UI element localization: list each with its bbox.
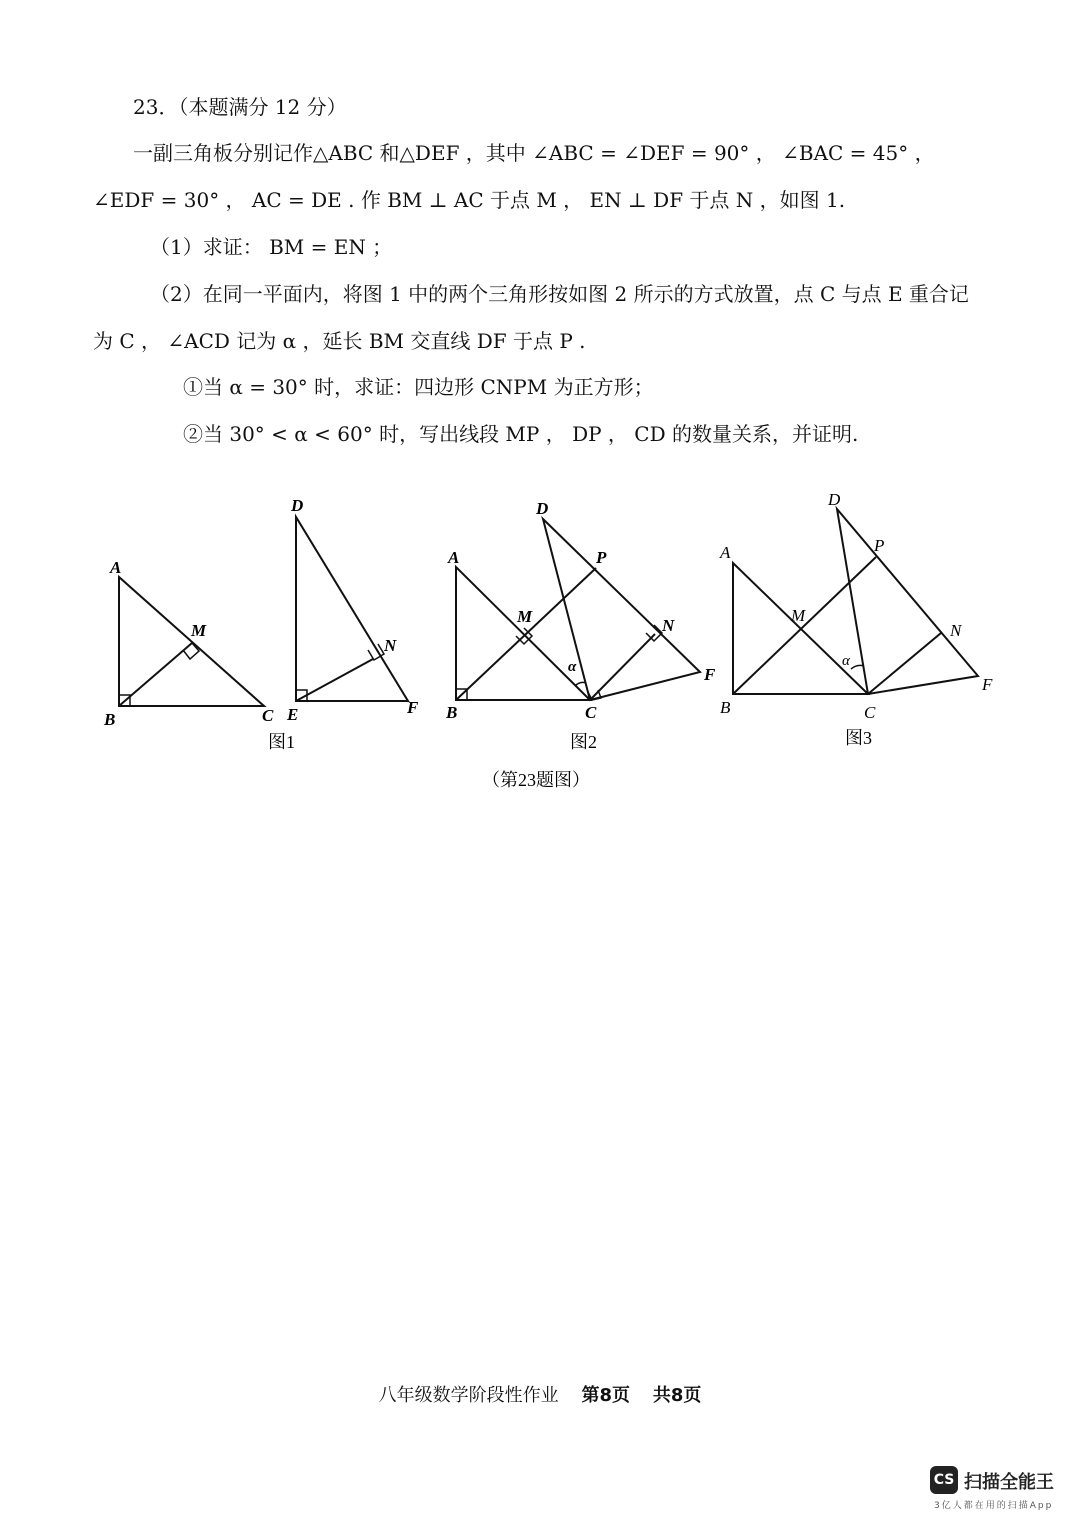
fig2-label-d: D [536,499,549,518]
fig1-label-n: N [384,636,397,655]
problem-line-3: （1）求证： BM = EN ； [150,235,393,259]
fig2-label-n: N [662,616,675,635]
fig3-geometry [733,509,978,694]
fig3-label-a: A [720,543,731,562]
watermark-tagline: 3亿人都在用的扫描App [934,1501,1054,1511]
fig3-label-m: M [791,606,806,625]
fig3-label-f: F [982,675,993,694]
fig3-label-c: C [864,703,876,722]
fig1-label-a: A [110,558,122,577]
fig3-label-d: D [828,490,841,509]
fig3-label-p: P [874,536,885,555]
fig1-label-b: B [104,710,116,729]
fig1-triangle-def [296,517,408,701]
problem-line-1: 一副三角板分别记作△ABC 和△DEF ，其中 ∠ABC = ∠DEF = 90° ， ∠BAC = 45° ， [133,141,935,165]
problem-header: 23．（本题满分 12 分） [133,95,347,119]
footer-total: 共8页 [652,1385,702,1406]
scanner-watermark [930,1466,1075,1516]
problem-line-4: （2）在同一平面内，将图 1 中的两个三角形按如图 2 所示的方式放置，点 C 与点 E 重合记 [150,282,969,306]
figures-panel [0,480,1080,810]
fig3-label-n: N [950,621,962,640]
fig1-label-f: F [407,698,419,717]
fig2-label-c: C [585,703,597,722]
fig3-caption: 图3 [845,728,872,748]
fig2-label-alpha: α [568,659,577,675]
figure-group-caption: （第23题图） [482,770,590,790]
fig1-label-e: E [287,705,299,724]
problem-line-5: 为 C ， ∠ACD 记为 α ，延长 BM 交直线 DF 于点 P . [93,329,586,353]
fig1-label-c: C [262,706,274,725]
fig2-label-m: M [517,607,533,626]
fig2-label-p: P [596,548,607,567]
fig1-label-m: M [191,621,207,640]
fig2-caption: 图2 [570,732,597,752]
fig1-triangle-abc [119,577,264,706]
fig3-label-alpha: α [842,653,850,669]
fig1-caption: 图1 [268,732,295,752]
footer-page: 第8页 [581,1385,630,1406]
fig2-geometry [456,519,700,700]
problem-line-6: ①当 α = 30° 时，求证：四边形 CNPM 为正方形； [183,375,654,399]
problem-line-2: ∠EDF = 30° ， AC = DE . 作 BM ⊥ AC 于点 M ， EN ⊥ DF 于点 N ，如图 1. [93,188,846,212]
watermark-name: 扫描全能王 [964,1472,1054,1493]
fig2-label-f: F [704,665,716,684]
fig1-label-d: D [291,496,304,515]
fig3-label-b: B [720,698,731,717]
fig2-label-b: B [446,703,458,722]
camscanner-logo-icon: CS [930,1466,958,1494]
fig2-label-a: A [448,548,460,567]
footer-title: 八年级数学阶段性作业 [378,1385,559,1406]
problem-line-7: ②当 30° < α < 60° 时，写出线段 MP ， DP ， CD 的数量关系，并证明. [183,422,859,446]
page-footer [0,1381,1080,1407]
